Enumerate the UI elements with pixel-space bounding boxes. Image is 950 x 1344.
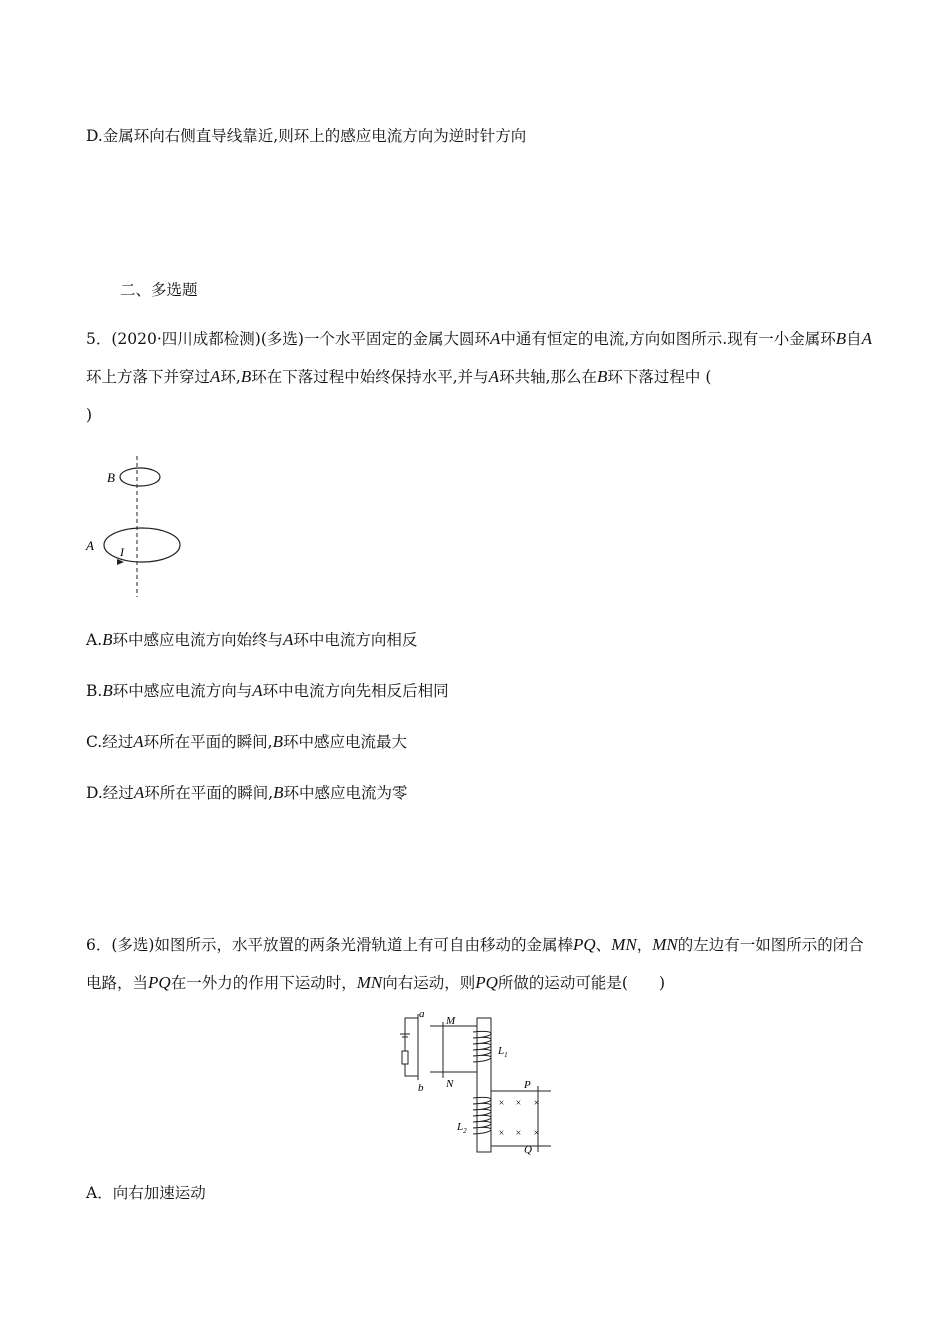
q5-number: 5．: [86, 330, 112, 348]
q6-option-a: A．向右加速运动: [86, 1184, 206, 1202]
label-i: I: [120, 545, 124, 559]
resistor: [402, 1051, 408, 1064]
ring-b: [120, 468, 160, 486]
label-l1: $L_1$: [498, 1045, 508, 1059]
q5-option-b: [86, 681, 449, 701]
var-A: A: [210, 367, 221, 386]
var-PQ: PQ: [573, 935, 596, 954]
q5-stem-text: 环共轴,那么在: [499, 368, 597, 386]
field-cross-icon: ×: [498, 1128, 505, 1139]
var-B: B: [273, 783, 284, 802]
option-text: 环中感应电流为零: [283, 784, 408, 802]
q4-option-d: D.金属环向右侧直导线靠近,则环上的感应电流方向为逆时针方向: [86, 127, 527, 145]
var-PQ: PQ: [475, 973, 498, 992]
field-cross-icon: ×: [515, 1098, 522, 1109]
q6-stem-text: 如图所示，水平放置的两条光滑轨道上有可自由移动的金属棒: [154, 936, 573, 954]
left-circuit-wire: [405, 1018, 418, 1076]
q5-stem-text: 自: [846, 330, 862, 348]
var-B: B: [102, 681, 113, 700]
q5-option-d: [86, 783, 408, 803]
var-A: A: [133, 783, 145, 802]
q6-stem-text: 向右运动，则: [382, 974, 476, 992]
option-prefix: A.: [86, 631, 103, 649]
q5-stem-text: 环,: [220, 368, 241, 386]
q5-stem: [86, 320, 876, 434]
option-text: 环中电流方向先相反后相同: [262, 682, 449, 700]
q6-tag: (多选): [111, 936, 155, 954]
var-A: A: [252, 681, 263, 700]
label-m: M: [446, 1015, 456, 1027]
option-text: 环中感应电流最大: [282, 733, 407, 751]
q6-number: 6．: [86, 936, 112, 954]
q5-stem-text: 一个水平固定的金属大圆环: [303, 330, 490, 348]
q6-sep: 、: [595, 936, 612, 954]
option-prefix: B.: [86, 682, 103, 700]
q5-stem-text: 中通有恒定的电流,方向如图所示.现有一小金属环: [500, 330, 836, 348]
field-cross-icon: ×: [533, 1128, 540, 1139]
label-b: b: [418, 1082, 424, 1094]
q6-stem-text: 在一外力的作用下运动时，: [170, 974, 357, 992]
q5-source: (2020·四川成都检测): [111, 330, 261, 348]
var-MN: MN: [611, 935, 637, 954]
q5-figure: [80, 452, 200, 602]
coil-l2: [473, 1097, 491, 1134]
option-text: 环中电流方向相反: [293, 631, 418, 649]
q6-stem-text: 所做的运动可能是( ): [497, 974, 665, 992]
option-text: 环所在平面的瞬间,: [144, 784, 274, 802]
field-cross-icon: ×: [533, 1098, 540, 1109]
q5-tag: (多选): [260, 330, 304, 348]
label-l2: $L_2$: [457, 1121, 467, 1135]
q5-stem-text: 环上方落下并穿过: [86, 368, 211, 386]
coil-l1: [473, 1031, 491, 1062]
var-PQ: PQ: [148, 973, 171, 992]
var-B: B: [597, 367, 608, 386]
section-title: 二、多选题: [120, 281, 198, 299]
field-cross-icon: ×: [498, 1098, 505, 1109]
q5-option-c: [86, 732, 407, 752]
q5-stem-close: ): [86, 406, 93, 424]
option-prefix: D.经过: [86, 784, 134, 802]
q6-figure: [393, 1006, 558, 1156]
label-a: A: [86, 538, 94, 553]
var-B: B: [835, 329, 847, 348]
option-text: 环中感应电流方向始终与: [112, 631, 284, 649]
var-A: A: [489, 329, 501, 348]
var-B: B: [240, 367, 252, 386]
var-A: A: [861, 329, 873, 348]
label-n: N: [446, 1078, 454, 1090]
var-MN: MN: [652, 935, 678, 954]
var-B: B: [272, 732, 283, 751]
label-q: Q: [524, 1144, 532, 1156]
q5-option-a: [86, 630, 417, 650]
label-b: B: [107, 470, 115, 485]
var-MN: MN: [356, 973, 383, 992]
q6-comma: ，: [636, 936, 653, 954]
q6-stem: [86, 926, 876, 1002]
option-text: 环所在平面的瞬间,: [143, 733, 273, 751]
option-text: 环中感应电流方向与: [112, 682, 253, 700]
q5-stem-text: 环下落过程中 (: [607, 368, 712, 386]
var-A: A: [133, 732, 144, 751]
option-prefix: C.经过: [86, 733, 134, 751]
q6-stem-text: 的左边有一如图所示的闭合电路，当: [86, 936, 864, 992]
var-A: A: [488, 367, 500, 386]
var-B: B: [102, 630, 113, 649]
label-a: a: [419, 1008, 425, 1020]
ring-a: [104, 528, 180, 562]
q5-stem-text: 环在下落过程中始终保持水平,并与: [251, 368, 489, 386]
label-p: P: [524, 1079, 531, 1091]
var-A: A: [283, 630, 294, 649]
field-cross-icon: ×: [515, 1128, 522, 1139]
